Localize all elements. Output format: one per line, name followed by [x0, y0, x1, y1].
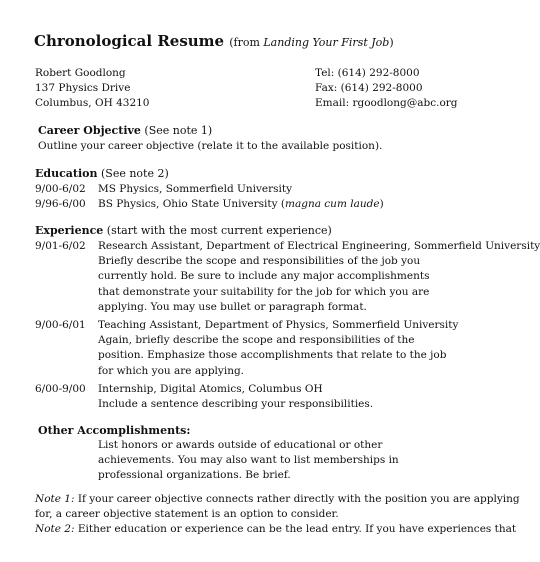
experience-entry-1 [98, 239, 540, 315]
experience-line: Include a sentence describing your responsibilities. [98, 398, 374, 411]
experience-line: applying. You may use bullet or paragraph format. [98, 300, 367, 313]
note-1-continued: for, a career objective statement is an option to consider. [35, 508, 339, 520]
other-accomplishments-heading: Other Accomplishments: [38, 424, 191, 437]
contact-fax: Fax: (614) 292-8000 [315, 82, 423, 94]
title-main: Chronological Resume [34, 32, 225, 50]
experience-line: currently hold. Be sure to include any major accomplishments [98, 270, 430, 283]
contact-email: Email: rgoodlong@abc.org [315, 97, 458, 109]
experience-dates-1: 9/01-6/02 [35, 240, 86, 252]
experience-line: for which you are applying. [98, 364, 245, 377]
experience-line: Teaching Assistant, Department of Physics, Sommerfield University [98, 319, 459, 331]
other-line: professional organizations. Be brief. [98, 469, 291, 482]
contact-city: Columbus, OH 43210 [35, 97, 150, 109]
contact-street: 137 Physics Drive [35, 82, 131, 94]
experience-dates-3: 6/00-9/00 [35, 383, 86, 395]
contact-tel: Tel: (614) 292-8000 [315, 67, 420, 79]
other-accomplishments-text [98, 438, 399, 484]
experience-dates-2: 9/00-6/01 [35, 319, 86, 331]
education-entry-2: BS Physics, Ohio State University (magna cum laude) [98, 198, 384, 210]
other-line: achievements. You may also want to list memberships in [98, 454, 399, 467]
career-objective-heading: Career Objective (See note 1) [38, 124, 213, 137]
experience-line: Internship, Digital Atomics, Columbus OH [98, 383, 323, 395]
experience-line: Research Assistant, Department of Electrical Engineering, Sommerfield University [98, 240, 540, 252]
note-1: Note 1: If your career objective connects rather directly with the position you are applying [35, 493, 520, 505]
title-source: (from Landing Your First Job) [229, 36, 394, 49]
experience-line: Briefly describe the scope and responsibilities of the job you [98, 255, 421, 268]
experience-heading: Experience (start with the most current experience) [35, 224, 332, 237]
experience-line: position. Emphasize those accomplishments that relate to the job [98, 349, 447, 362]
note-2: Note 2: Either education or experience can be the lead entry. If you have experiences that [35, 523, 517, 535]
experience-entry-2 [98, 318, 458, 379]
education-dates-1: 9/00-6/02 [35, 183, 86, 195]
other-line: List honors or awards outside of educational or other [98, 439, 383, 451]
experience-line: that demonstrate your suitability for the job for which you are [98, 285, 430, 298]
education-heading: Education (See note 2) [35, 167, 169, 180]
resume-title [34, 31, 394, 50]
contact-name: Robert Goodlong [35, 67, 126, 79]
education-entry-1: MS Physics, Sommerfield University [98, 183, 293, 195]
experience-line: Again, briefly describe the scope and responsibilities of the [98, 334, 415, 347]
experience-entry-3 [98, 382, 373, 412]
education-dates-2: 9/96-6/00 [35, 198, 86, 210]
career-objective-text: Outline your career objective (relate it to the available position). [38, 140, 383, 152]
